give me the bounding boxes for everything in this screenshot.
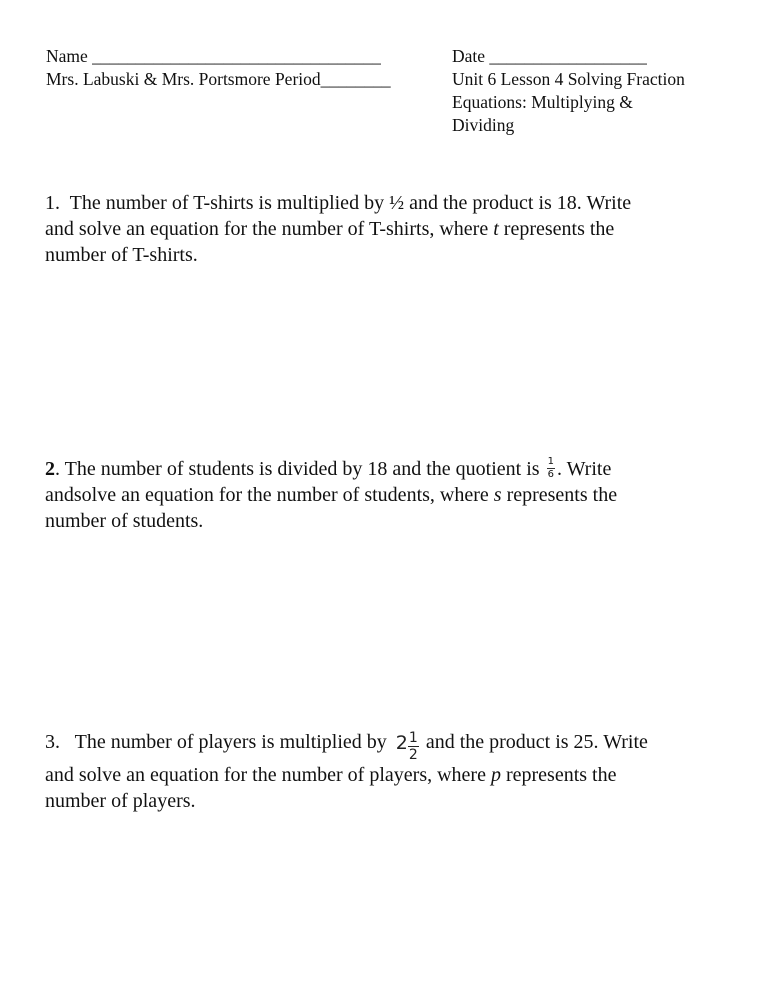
fraction-denominator: 6 — [547, 469, 554, 480]
question-2-line-2-end: represents the — [501, 484, 618, 506]
mixed-number-whole: 2 — [395, 732, 408, 754]
mixed-number-fraction — [408, 731, 419, 762]
question-2-number: 2 — [45, 458, 55, 480]
variable-s: s — [493, 484, 502, 506]
fraction-numerator: 1 — [547, 456, 554, 467]
question-2-line-1-text: . The number of students is divided by 18 and the quotient is — [55, 458, 545, 480]
question-3-line-1-text: 3. The number of players is multiplied by — [45, 731, 392, 753]
question-2-line-1 — [45, 456, 735, 482]
question-1-line-3: number of T-shirts. — [45, 244, 198, 266]
mixed-number-two-and-a-half — [396, 730, 419, 762]
question-3-line-1 — [45, 729, 735, 762]
mixed-number-denominator: 2 — [408, 747, 418, 763]
header-right — [452, 45, 752, 137]
mixed-number-numerator: 1 — [408, 730, 418, 746]
question-2-line-3: number of students. — [45, 510, 204, 532]
question-2-line-2-text: andsolve an equation for the number of students, where — [45, 484, 494, 506]
fraction-one-sixth — [547, 457, 555, 480]
question-1-line-1: 1. The number of T-shirts is multiplied by ½ and the product is 18. Write — [45, 192, 632, 214]
question-1 — [45, 190, 735, 268]
question-3-line-2 — [45, 762, 735, 788]
question-2-line-1-end: . Write — [556, 458, 612, 480]
lesson-title-line-3: Dividing — [452, 115, 515, 135]
date-line: Date __________________ — [452, 46, 647, 66]
name-line: Name _________________________________ — [46, 46, 381, 66]
question-3 — [45, 729, 735, 814]
teacher-period-line: Mrs. Labuski & Mrs. Portsmore Period________ — [46, 69, 391, 89]
question-3-line-1-end: and the product is 25. Write — [420, 731, 648, 753]
question-1-line-2 — [45, 216, 735, 242]
variable-p: p — [490, 764, 501, 786]
question-3-line-2-end: represents the — [500, 764, 617, 786]
variable-t: t — [493, 218, 499, 240]
question-2-line-2 — [45, 482, 735, 508]
question-2 — [45, 456, 735, 534]
lesson-title-line-2: Equations: Multiplying & — [452, 92, 633, 112]
question-1-line-2-text: and solve an equation for the number of T-shirts, where — [45, 218, 494, 240]
lesson-title-line-1: Unit 6 Lesson 4 Solving Fraction — [452, 69, 685, 89]
header-left — [46, 45, 446, 91]
question-1-line-2-end: represents the — [498, 218, 615, 240]
question-3-line-3: number of players. — [45, 790, 196, 812]
question-3-line-2-text: and solve an equation for the number of players, where — [45, 764, 491, 786]
